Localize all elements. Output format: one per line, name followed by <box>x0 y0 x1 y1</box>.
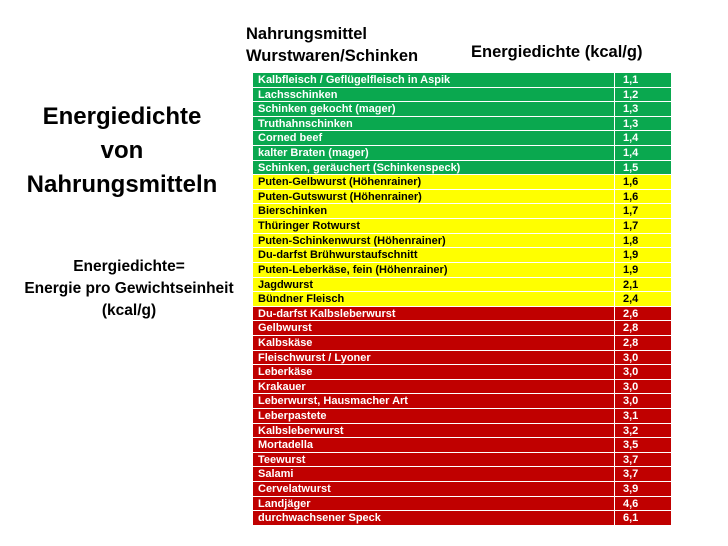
column-divider <box>614 438 615 452</box>
food-name-cell: Puten-Gelbwurst (Höhenrainer) <box>258 176 422 189</box>
food-name-cell: Du-darfst Kalbsleberwurst <box>258 307 396 320</box>
food-name-cell: Puten-Schinkenwurst (Höhenrainer) <box>258 234 446 247</box>
column-divider <box>614 497 615 511</box>
food-name-cell: Cervelatwurst <box>258 483 331 496</box>
food-name-cell: Thüringer Rotwurst <box>258 220 361 233</box>
table-row <box>253 175 671 190</box>
energy-value-cell: 1,9 <box>623 263 639 276</box>
column-divider <box>614 453 615 467</box>
energy-value-cell: 1,5 <box>623 161 639 174</box>
energy-value-cell: 1,6 <box>623 176 639 189</box>
energy-value-cell: 3,0 <box>623 366 639 379</box>
table-row <box>253 88 671 103</box>
column-divider <box>614 146 615 160</box>
table-row <box>253 365 671 380</box>
energy-value-cell: 3,0 <box>623 380 639 393</box>
food-name-cell: Kalbsleberwurst <box>258 424 344 437</box>
column-divider <box>614 73 615 87</box>
food-name-cell: Puten-Gutswurst (Höhenrainer) <box>258 190 422 203</box>
energy-value-cell: 3,0 <box>623 351 639 364</box>
energy-value-cell: 3,1 <box>623 410 639 423</box>
food-name-cell: Leberkäse <box>258 366 313 379</box>
column-divider <box>614 161 615 175</box>
food-name-cell: Kalbfleisch / Geflügelfleisch in Aspik <box>258 74 451 86</box>
column-divider <box>614 88 615 102</box>
definition-text <box>4 256 254 322</box>
column-divider <box>614 117 615 131</box>
table-row <box>253 102 671 117</box>
table-row <box>253 394 671 409</box>
energy-value-cell: 4,6 <box>623 497 639 510</box>
food-name-cell: Truthahnschinken <box>258 117 353 130</box>
table-row <box>253 453 671 468</box>
definition-line-2: Energie pro Gewichtseinheit <box>24 280 234 297</box>
category-line-1: Nahrungsmittel <box>246 25 368 43</box>
column-divider <box>614 409 615 423</box>
energy-value-cell: 3,2 <box>623 424 639 437</box>
definition-line-1: Energiedichte= <box>73 258 185 275</box>
column-divider <box>614 263 615 277</box>
food-name-cell: Bündner Fleisch <box>258 293 345 306</box>
table-row <box>253 424 671 439</box>
column-divider <box>614 321 615 335</box>
energy-value-cell: 3,7 <box>623 453 639 466</box>
table-row <box>253 263 671 278</box>
table-row <box>253 380 671 395</box>
column-divider <box>614 336 615 350</box>
food-name-cell: Puten-Leberkäse, fein (Höhenrainer) <box>258 263 448 276</box>
energy-value-cell: 6,1 <box>623 512 639 525</box>
food-name-cell: Leberpastete <box>258 410 327 423</box>
column-divider <box>614 292 615 306</box>
energy-value-cell: 2,6 <box>623 307 639 320</box>
energy-density-table <box>253 73 671 526</box>
food-name-cell: Kalbskäse <box>258 336 313 349</box>
column-divider <box>614 190 615 204</box>
energy-value-cell: 1,4 <box>623 147 639 160</box>
energy-value-cell: 1,1 <box>623 74 639 86</box>
energy-value-cell: 1,2 <box>623 88 639 101</box>
table-row <box>253 204 671 219</box>
column-divider <box>614 175 615 189</box>
food-name-cell: Leberwurst, Hausmacher Art <box>258 395 408 408</box>
energy-value-cell: 1,7 <box>623 220 639 233</box>
table-row <box>253 409 671 424</box>
column-divider <box>614 248 615 262</box>
energy-value-cell: 1,7 <box>623 205 639 218</box>
table-row <box>253 190 671 205</box>
energy-value-cell: 1,3 <box>623 117 639 130</box>
food-name-cell: Lachsschinken <box>258 88 338 101</box>
table-row <box>253 292 671 307</box>
column-divider <box>614 482 615 496</box>
food-name-cell: Schinken gekocht (mager) <box>258 103 396 116</box>
category-header <box>246 23 418 67</box>
food-name-cell: Fleischwurst / Lyoner <box>258 351 371 364</box>
table-row <box>253 234 671 249</box>
column-divider <box>614 102 615 116</box>
energy-value-cell: 1,4 <box>623 132 639 145</box>
title-line-1: Energiedichte <box>42 103 202 130</box>
table-row <box>253 278 671 293</box>
food-name-cell: kalter Braten (mager) <box>258 147 369 160</box>
table-row <box>253 351 671 366</box>
table-row <box>253 438 671 453</box>
food-name-cell: Krakauer <box>258 380 306 393</box>
table-row <box>253 336 671 351</box>
energy-value-cell: 2,1 <box>623 278 639 291</box>
food-name-cell: Bierschinken <box>258 205 328 218</box>
column-divider <box>614 219 615 233</box>
definition-line-3: (kcal/g) <box>101 302 157 319</box>
energy-value-cell: 3,9 <box>623 483 639 496</box>
energy-value-cell: 2,8 <box>623 336 639 349</box>
page-title <box>6 100 238 202</box>
food-name-cell: Du-darfst Brühwurstaufschnitt <box>258 249 418 262</box>
food-name-cell: Landjäger <box>258 497 311 510</box>
column-divider <box>614 351 615 365</box>
table-row <box>253 117 671 132</box>
food-name-cell: Schinken, geräuchert (Schinkenspeck) <box>258 161 461 174</box>
column-divider <box>614 131 615 145</box>
column-divider <box>614 204 615 218</box>
title-line-2: von <box>100 137 144 164</box>
table-row <box>253 497 671 512</box>
table-row <box>253 219 671 234</box>
column-divider <box>614 424 615 438</box>
column-divider <box>614 365 615 379</box>
category-line-2: Wurstwaren/Schinken <box>246 47 419 65</box>
table-row <box>253 511 671 526</box>
energy-value-cell: 3,5 <box>623 439 639 452</box>
energy-value-cell: 2,4 <box>623 293 639 306</box>
title-line-3: Nahrungsmitteln <box>26 171 218 198</box>
column-divider <box>614 307 615 321</box>
energy-value-cell: 1,3 <box>623 103 639 116</box>
value-column-header: Energiedichte (kcal/g) <box>471 43 643 61</box>
food-name-cell: durchwachsener Speck <box>258 512 381 525</box>
column-divider <box>614 380 615 394</box>
energy-value-cell: 3,0 <box>623 395 639 408</box>
table-row <box>253 248 671 263</box>
food-name-cell: Jagdwurst <box>258 278 314 291</box>
energy-value-cell: 1,8 <box>623 234 639 247</box>
food-name-cell: Gelbwurst <box>258 322 312 335</box>
food-name-cell: Mortadella <box>258 439 314 452</box>
table-row <box>253 161 671 176</box>
energy-value-cell: 1,6 <box>623 190 639 203</box>
column-divider <box>614 511 615 525</box>
column-divider <box>614 278 615 292</box>
food-name-cell: Corned beef <box>258 132 323 145</box>
column-divider <box>614 234 615 248</box>
table-row <box>253 321 671 336</box>
table-row <box>253 307 671 322</box>
energy-value-cell: 3,7 <box>623 468 639 481</box>
table-row <box>253 146 671 161</box>
food-name-cell: Teewurst <box>258 453 306 466</box>
table-row <box>253 73 671 88</box>
energy-value-cell: 2,8 <box>623 322 639 335</box>
energy-value-cell: 1,9 <box>623 249 639 262</box>
table-row <box>253 131 671 146</box>
column-divider <box>614 394 615 408</box>
column-divider <box>614 467 615 481</box>
table-row <box>253 467 671 482</box>
table-row <box>253 482 671 497</box>
food-name-cell: Salami <box>258 468 294 481</box>
